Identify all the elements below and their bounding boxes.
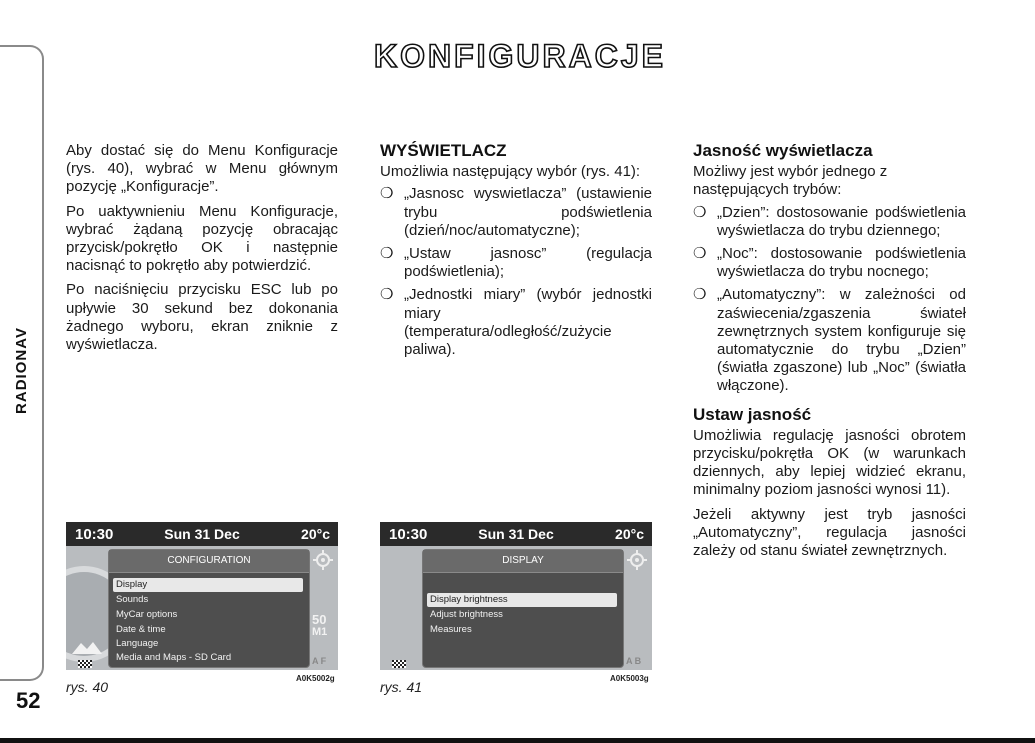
checkered-flag-icon <box>78 660 92 668</box>
side-value: A B <box>626 656 642 666</box>
figure-41-screen <box>380 522 652 670</box>
column-display <box>380 142 652 364</box>
open-circle-icon: ❍ <box>693 203 707 221</box>
bullet-list <box>380 185 652 359</box>
side-value: 50 <box>312 612 327 627</box>
menu-panel <box>108 549 310 668</box>
menu-title: CONFIGURATION <box>109 550 309 573</box>
side-value: M1 <box>312 626 328 638</box>
menu-item-sounds[interactable]: Sounds <box>116 594 149 605</box>
figure-40-screen <box>66 522 338 670</box>
side-tab-label <box>6 310 36 430</box>
menu-item-display-brightness[interactable]: Display brightness <box>427 593 617 607</box>
paragraph: Po naciśnięciu przycisku ESC lub po upływie 30 sekund bez dokonania żadnego wyboru, ekran zniknie z wyświetlacza. <box>66 281 338 354</box>
menu-item-date-time[interactable]: Date & time <box>116 624 166 635</box>
clock: 10:30 <box>75 526 114 543</box>
paragraph: Po uaktywnieniu Menu Konfiguracje, wybrać żądaną pozycję obracając przycisk/pokrętło OK i następnie nacisnąć to pokrętło aby potwierdzić. <box>66 202 338 275</box>
checkered-flag-icon <box>392 660 406 668</box>
date: Sun 31 Dec <box>478 526 554 542</box>
temperature: 20°c <box>301 526 330 542</box>
page-number: 52 <box>16 688 41 713</box>
figure-caption: rys. 41 <box>380 679 423 695</box>
section-heading: Jasność wyświetlacza <box>693 141 873 160</box>
section-heading: Ustaw jasność <box>693 404 812 424</box>
temperature: 20°c <box>615 526 644 542</box>
open-circle-icon: ❍ <box>380 245 394 263</box>
menu-item-media-maps[interactable]: Media and Maps - SD Card <box>116 652 232 663</box>
figure-code: A0K5003g <box>610 674 649 683</box>
menu-panel <box>422 549 624 668</box>
bullet-list <box>693 204 966 396</box>
list-item-text: „Noc”: dostosowanie podświetlenia wyświetlacza do trybu nocnego; <box>717 245 966 281</box>
menu-title: DISPLAY <box>423 550 623 573</box>
list-item <box>693 245 966 281</box>
list-item-text: „Jasnosc wyswietlacza” (ustawienie trybu podświetlenia (dzień/noc/automatyczne); <box>404 185 652 239</box>
section-heading: WYŚWIETLACZ <box>380 141 507 160</box>
list-item-text: „Ustaw jasnosc” (regulacja podświetlenia); <box>404 245 652 281</box>
date: Sun 31 Dec <box>164 526 240 542</box>
figure-code: A0K5002g <box>296 674 335 683</box>
list-item-text: „Dzien”: dostosowanie podświetlenia wyświetlacza do trybu dziennego; <box>717 203 966 239</box>
list-item-text: „Automatyczny”: w zależności od zaświecenia/zgaszenia świateł zewnętrznych system konfiguruje się automatycznie do trybu „Dzien” (światła zgaszone) lub „Noc” (światła włączone). <box>717 286 966 395</box>
status-bar <box>66 522 338 546</box>
paragraph: Umożliwia regulację jasności obrotem przycisku/pokrętła OK (w warunkach dziennych, aby lepiej widzieć ekranu, minimalny poziom jasności wynosi 11). <box>693 426 966 499</box>
side-value: A F <box>312 656 327 666</box>
menu-item-display[interactable]: Display <box>113 578 303 592</box>
status-bar <box>380 522 652 546</box>
clock: 10:30 <box>389 526 428 543</box>
mountain-icon <box>72 640 102 654</box>
list-item <box>380 286 652 359</box>
gear-icon <box>626 549 648 571</box>
open-circle-icon: ❍ <box>380 185 394 203</box>
paragraph: Możliwy jest wybór jednego z następujących trybów: <box>693 163 888 199</box>
page-title: KONFIGURACJE <box>373 38 666 74</box>
figure-caption: rys. 40 <box>66 679 109 695</box>
bottom-rule <box>0 738 1035 743</box>
list-item-text: „Jednostki miary” (wybór jednostki miary (temperatura/odległość/zużycie paliwa). <box>404 286 652 359</box>
open-circle-icon: ❍ <box>380 286 394 304</box>
menu-item-language[interactable]: Language <box>116 638 159 649</box>
column-brightness <box>693 142 966 566</box>
menu-item-adjust-brightness[interactable]: Adjust brightness <box>430 609 503 620</box>
list-item <box>693 286 966 395</box>
menu-item-measures[interactable]: Measures <box>430 624 472 635</box>
open-circle-icon: ❍ <box>693 245 707 263</box>
side-tab-text: RADIONAV <box>12 326 30 414</box>
list-item <box>380 245 652 281</box>
menu-item-mycar-options[interactable]: MyCar options <box>116 609 178 620</box>
list-item <box>380 185 652 240</box>
paragraph: Umożliwia następujący wybór (rys. 41): <box>380 163 641 181</box>
column-intro <box>66 142 338 360</box>
open-circle-icon: ❍ <box>693 286 707 304</box>
list-item <box>693 204 966 240</box>
paragraph: Jeżeli aktywny jest tryb jasności „Automatyczny”, regulacja jasności zależy od stanu świateł zewnętrznych. <box>693 505 966 560</box>
paragraph: Aby dostać się do Menu Konfiguracje (rys. 40), wybrać w Menu głównym pozycję „Konfiguracje”. <box>66 142 338 196</box>
gear-icon <box>312 549 334 571</box>
